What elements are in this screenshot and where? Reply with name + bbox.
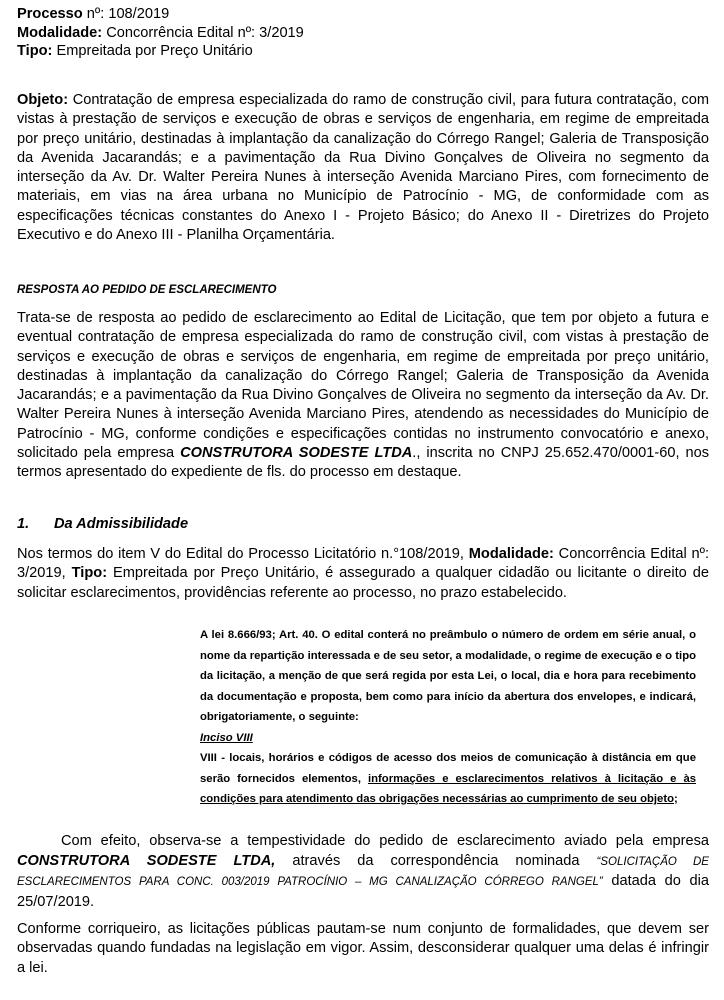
quote-article: A lei 8.666/93; Art. 40. O edital conterá no preâmbulo o número de ordem em série anual, o nome da repartição interessada e de seu setor, a modalidade, o regime de execução e o tipo da licitação, a menção de que será regida por esta Lei, o local, dia e hora para recebimento da documentação e proposta, bem como para início da abertura dos envelopes, e indicará, obrigatoriamente, o seguinte: <box>200 629 696 723</box>
quote-inciso-label: Inciso VIII <box>200 731 253 744</box>
adm-tipo-label: Tipo: <box>71 565 108 582</box>
tipo-value: Empreitada por Preço Unitário <box>52 43 253 59</box>
com-efeito-paragraph <box>17 832 709 912</box>
com-correspondence: “SOLICITAÇÃO DE ESCLARECIMENTOS PARA CONC. 003/2019 PATROCÍNIO – MG CANALIZAÇÃO CÓRREGO RANGEL” <box>17 855 709 889</box>
law-quote <box>200 625 696 810</box>
objeto-label: Objeto: <box>17 92 69 108</box>
resposta-heading: RESPOSTA AO PEDIDO DE ESCLARECIMENTO <box>17 284 277 296</box>
processo-line <box>17 5 709 24</box>
tipo-label: Tipo: <box>17 43 53 59</box>
com-text-b: através da correspondência nominada <box>275 852 597 869</box>
com-text-c: datada do dia 25/07/2019. <box>17 873 709 910</box>
com-company: CONSTRUTORA SODESTE LTDA, <box>17 852 276 869</box>
processo-value: nº: 108/2019 <box>82 6 170 22</box>
quote-inciso-body: VIII - locais, horários e códigos de acesso dos meios de comunicação à distância em que serão fornecidos elementos, <box>200 752 696 785</box>
admissibilidade-paragraph <box>17 545 709 603</box>
com-text-a: Com efeito, observa-se a tempestividade do pedido de esclarecimento aviado pela empresa <box>61 833 709 849</box>
resposta-text-after: ., inscrita no CNPJ 25.652.470/0001-60, nos termos apresentado do expediente de fls. do processo em destaque. <box>17 445 709 481</box>
quote-inciso-underlined: informações e esclarecimentos relativos à licitação e às condições para atendimento das obrigações necessárias ao cumprimento de seu objeto <box>200 772 697 805</box>
quote-inciso-label-line <box>200 728 696 749</box>
section-1-title: Da Admissibilidade <box>54 516 189 532</box>
conforme-paragraph: Conforme corriqueiro, as licitações públicas pautam-se num conjunto de formalidades, que devem ser observadas quando fundadas na legislação em vigor. Assim, desconsiderar qualquer uma delas é infringir a lei. <box>17 921 709 976</box>
adm-text-c: Empreitada por Preço Unitário, é assegurado a qualquer cidadão ou licitante o direito de solicitar esclarecimentos, providências referente ao processo, no prazo estabelecido. <box>17 565 709 601</box>
adm-modalidade-label: Modalidade: <box>468 546 554 562</box>
process-header <box>17 5 709 61</box>
adm-text-b: Concorrência Edital nº: 3/2019, <box>17 546 709 582</box>
section-1-number: 1. <box>17 516 30 532</box>
processo-label: Processo <box>17 6 83 22</box>
quote-inciso-end: ; <box>673 793 678 805</box>
objeto-paragraph <box>17 91 709 245</box>
adm-text-a: Nos termos do item V do Edital do Processo Licitatório n.°108/2019, <box>17 546 469 562</box>
tipo-line <box>17 42 709 61</box>
modalidade-line <box>17 24 709 43</box>
resposta-paragraph <box>17 309 709 483</box>
section-1-heading <box>17 515 709 534</box>
modalidade-value: Concorrência Edital nº: 3/2019 <box>102 24 304 41</box>
quote-inciso-text <box>200 748 696 810</box>
resposta-company: CONSTRUTORA SODESTE LTDA <box>180 445 413 462</box>
modalidade-label: Modalidade: <box>17 24 103 41</box>
objeto-text: Contratação de empresa especializada do ramo de construção civil, para futura contratação, com vistas à prestação de serviços e execução de obras e serviços de engenharia, em regime de empreitada por preço unitário, destinadas à implantação da canalização do Córrego Rangel; Galeria de Transposição da Avenida Jacarandás; e a pavimentação da Rua Divino Gonçalves de Oliveira no segmento da interseção da Av. Dr. Walter Pereira Nunes à interseção Avenida Marciano Pires, com fornecimento de materiais, em vias na área urbana no Município de Patrocínio - MG, de conformidade com as especificações técnicas constantes do Anexo I - Projeto Básico; do Anexo II - Diretrizes do Projeto Executivo e do Anexo III - Planilha Orçamentária. <box>17 92 709 244</box>
resposta-text-before: Trata-se de resposta ao pedido de esclarecimento ao Edital de Licitação, que tem por objeto a futura e eventual contratação de empresa especializada do ramo de construção civil, com vistas à prestação de serviços e execução de obras e serviços de engenharia, em regime de empreitada por preço unitário, destinadas à implantação da canalização do Córrego Rangel; Galeria de Transposição da Avenida Jacarandás; e a pavimentação da Rua Divino Gonçalves de Oliveira no segmento da interseção da Av. Dr. Walter Pereira Nunes à interseção Avenida Marciano Pires, atendendo as necessidades do Município de Patrocínio - MG, conforme condições e especificações contidas no instrumento convocatório e anexo, solicitado pela empresa <box>17 310 709 462</box>
